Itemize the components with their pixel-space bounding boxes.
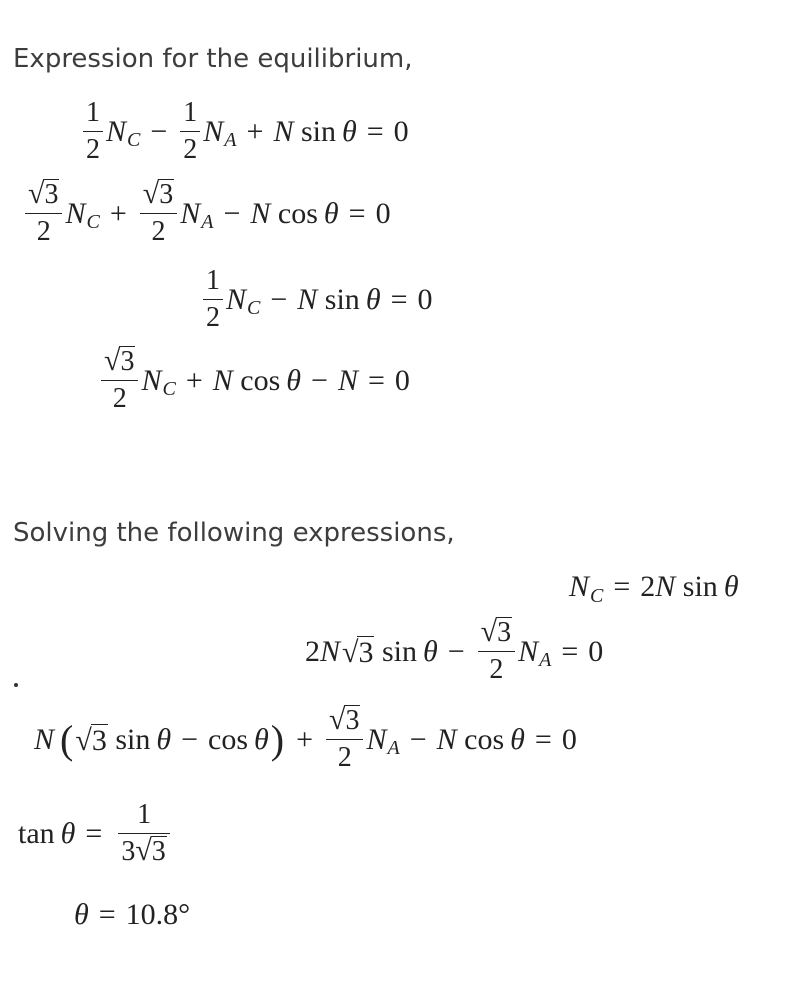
equation-2 xyxy=(22,178,391,249)
equation-4 xyxy=(98,345,410,416)
fraction-one-over-3sqrt3 xyxy=(118,798,169,869)
var-n: N xyxy=(436,722,457,756)
var-n: N xyxy=(655,570,676,603)
operator: + xyxy=(185,363,203,397)
radical-sign: √ xyxy=(135,834,152,867)
operator: = xyxy=(390,282,408,316)
func-cos: cos xyxy=(240,363,281,397)
radicand: 3 xyxy=(44,179,59,210)
func-sin: sin xyxy=(682,570,718,603)
fraction-bar xyxy=(140,213,177,214)
denominator: 2 xyxy=(337,742,352,773)
operator: + xyxy=(296,722,313,756)
sqrt-three xyxy=(75,724,107,756)
operator: = xyxy=(85,816,103,850)
operator: − xyxy=(181,722,198,756)
denominator: 2 xyxy=(36,216,51,247)
var-n: N xyxy=(106,114,127,148)
var-n: N xyxy=(569,570,590,603)
var-n: N xyxy=(518,634,539,668)
fraction-sqrt3-over-2 xyxy=(478,616,515,687)
denominator: 2 xyxy=(183,134,198,165)
sqrt-three xyxy=(342,636,374,668)
fraction-bar xyxy=(101,380,138,381)
var-theta: θ xyxy=(156,722,172,756)
operator: = xyxy=(98,898,116,931)
equation-9-result xyxy=(74,898,190,932)
func-tan: tan xyxy=(18,816,55,850)
fraction-bar xyxy=(326,739,363,740)
sqrt-three xyxy=(143,179,174,209)
radicand: 3 xyxy=(159,179,174,210)
fraction-sqrt3-over-2 xyxy=(140,178,177,249)
radicand: 3 xyxy=(497,617,512,648)
value-zero: 0 xyxy=(588,634,604,668)
fraction-sqrt3-over-2 xyxy=(326,704,363,775)
value-zero: 0 xyxy=(394,363,410,397)
operator: − xyxy=(223,196,241,230)
radicand: 3 xyxy=(120,346,135,377)
operator: + xyxy=(109,196,127,230)
theta-result-value: 10.8° xyxy=(125,898,191,931)
subscript-a: A xyxy=(201,211,214,233)
fraction-bar xyxy=(83,131,103,132)
radical-sign: √ xyxy=(28,177,45,210)
radical-sign: √ xyxy=(142,177,160,210)
func-sin: sin xyxy=(115,722,151,756)
fraction-bar xyxy=(478,651,515,652)
fraction-bar xyxy=(203,299,223,300)
radical-sign: √ xyxy=(75,723,92,757)
subscript-c: C xyxy=(162,378,176,400)
radicand: 3 xyxy=(91,723,107,757)
fraction-sqrt3-over-2 xyxy=(25,178,62,249)
var-n: N xyxy=(180,196,201,230)
operator: = xyxy=(534,722,552,756)
coefficient: 2 xyxy=(640,570,656,603)
radicand: 3 xyxy=(345,705,360,736)
radical-sign: √ xyxy=(329,703,346,736)
coefficient: 2 xyxy=(305,634,320,668)
denominator: 2 xyxy=(489,654,504,685)
equilibrium-heading: Expression for the equilibrium, xyxy=(13,44,413,74)
func-sin: sin xyxy=(381,634,417,668)
numerator: 1 xyxy=(86,97,100,128)
operator: = xyxy=(613,570,631,603)
var-n: N xyxy=(226,282,247,316)
solving-heading: Solving the following expressions, xyxy=(13,518,455,548)
radical-sign: √ xyxy=(104,344,121,377)
right-paren: ) xyxy=(270,716,285,762)
radicand: 3 xyxy=(358,635,374,669)
var-theta: θ xyxy=(286,363,302,397)
equation-3 xyxy=(200,264,432,335)
func-sin: sin xyxy=(300,114,336,148)
numerator xyxy=(478,616,515,650)
var-n: N xyxy=(65,196,86,230)
var-theta: θ xyxy=(341,114,357,148)
subscript-a: A xyxy=(387,737,400,759)
var-n: N xyxy=(320,634,341,668)
operator: − xyxy=(447,634,465,668)
subscript-c: C xyxy=(127,129,141,151)
value-zero: 0 xyxy=(393,114,409,148)
var-n: N xyxy=(337,363,358,397)
numerator: 1 xyxy=(137,799,152,830)
func-cos: cos xyxy=(464,722,505,756)
numerator xyxy=(101,345,138,379)
fraction-bar xyxy=(25,213,62,214)
numerator xyxy=(326,704,363,738)
sqrt-three xyxy=(135,836,166,866)
func-cos: cos xyxy=(208,722,248,756)
numerator xyxy=(140,178,177,212)
operator: = xyxy=(367,363,385,397)
var-n: N xyxy=(250,196,271,230)
sqrt-three xyxy=(104,346,135,376)
numerator xyxy=(25,178,62,212)
radicand: 3 xyxy=(151,836,166,867)
operator: − xyxy=(311,363,328,397)
left-paren: ( xyxy=(60,716,74,762)
var-theta: θ xyxy=(365,282,381,316)
var-n: N xyxy=(141,363,162,397)
sqrt-three xyxy=(329,705,360,735)
subscript-c: C xyxy=(590,584,604,607)
denominator: 2 xyxy=(112,383,127,414)
func-cos: cos xyxy=(277,196,318,230)
bullet-dot xyxy=(14,683,18,687)
value-zero: 0 xyxy=(417,282,433,316)
var-theta: θ xyxy=(254,722,269,756)
var-theta: θ xyxy=(74,898,89,931)
equation-5 xyxy=(569,570,739,607)
value-zero: 0 xyxy=(375,196,391,230)
operator: = xyxy=(348,196,366,230)
operator: − xyxy=(270,282,288,316)
radical-sign: √ xyxy=(342,635,359,669)
denominator xyxy=(118,835,169,869)
fraction-bar xyxy=(180,131,200,132)
var-theta: θ xyxy=(723,570,739,603)
equation-7 xyxy=(34,704,577,775)
numerator: 1 xyxy=(206,265,220,296)
fraction-half xyxy=(180,96,200,167)
value-zero: 0 xyxy=(561,722,577,756)
var-n: N xyxy=(297,282,318,316)
var-n: N xyxy=(366,722,387,756)
var-n: N xyxy=(34,722,55,756)
denominator: 2 xyxy=(151,216,166,247)
subscript-c: C xyxy=(247,297,261,319)
subscript-a: A xyxy=(224,129,237,151)
radical-sign: √ xyxy=(480,615,498,648)
denominator: 2 xyxy=(86,134,100,165)
equation-6 xyxy=(305,616,603,687)
subscript-c: C xyxy=(86,211,100,233)
fraction-sqrt3-over-2 xyxy=(101,345,138,416)
sqrt-three xyxy=(28,179,59,209)
denominator: 2 xyxy=(206,302,220,333)
operator: = xyxy=(561,634,579,668)
operator: + xyxy=(246,114,264,148)
var-theta: θ xyxy=(510,722,525,756)
coefficient: 3 xyxy=(121,836,136,867)
var-n: N xyxy=(212,363,233,397)
subscript-a: A xyxy=(539,649,552,671)
var-theta: θ xyxy=(423,634,438,668)
fraction-half xyxy=(203,264,223,335)
var-theta: θ xyxy=(323,196,339,230)
numerator: 1 xyxy=(183,97,198,128)
var-theta: θ xyxy=(60,816,76,850)
operator: = xyxy=(366,114,384,148)
equation-1 xyxy=(80,96,409,167)
func-sin: sin xyxy=(324,282,360,316)
equation-8 xyxy=(18,798,173,869)
operator: − xyxy=(409,722,427,756)
fraction-half xyxy=(83,96,103,167)
var-n: N xyxy=(273,114,294,148)
var-n: N xyxy=(203,114,224,148)
sqrt-three xyxy=(481,617,512,647)
operator: − xyxy=(150,114,168,148)
